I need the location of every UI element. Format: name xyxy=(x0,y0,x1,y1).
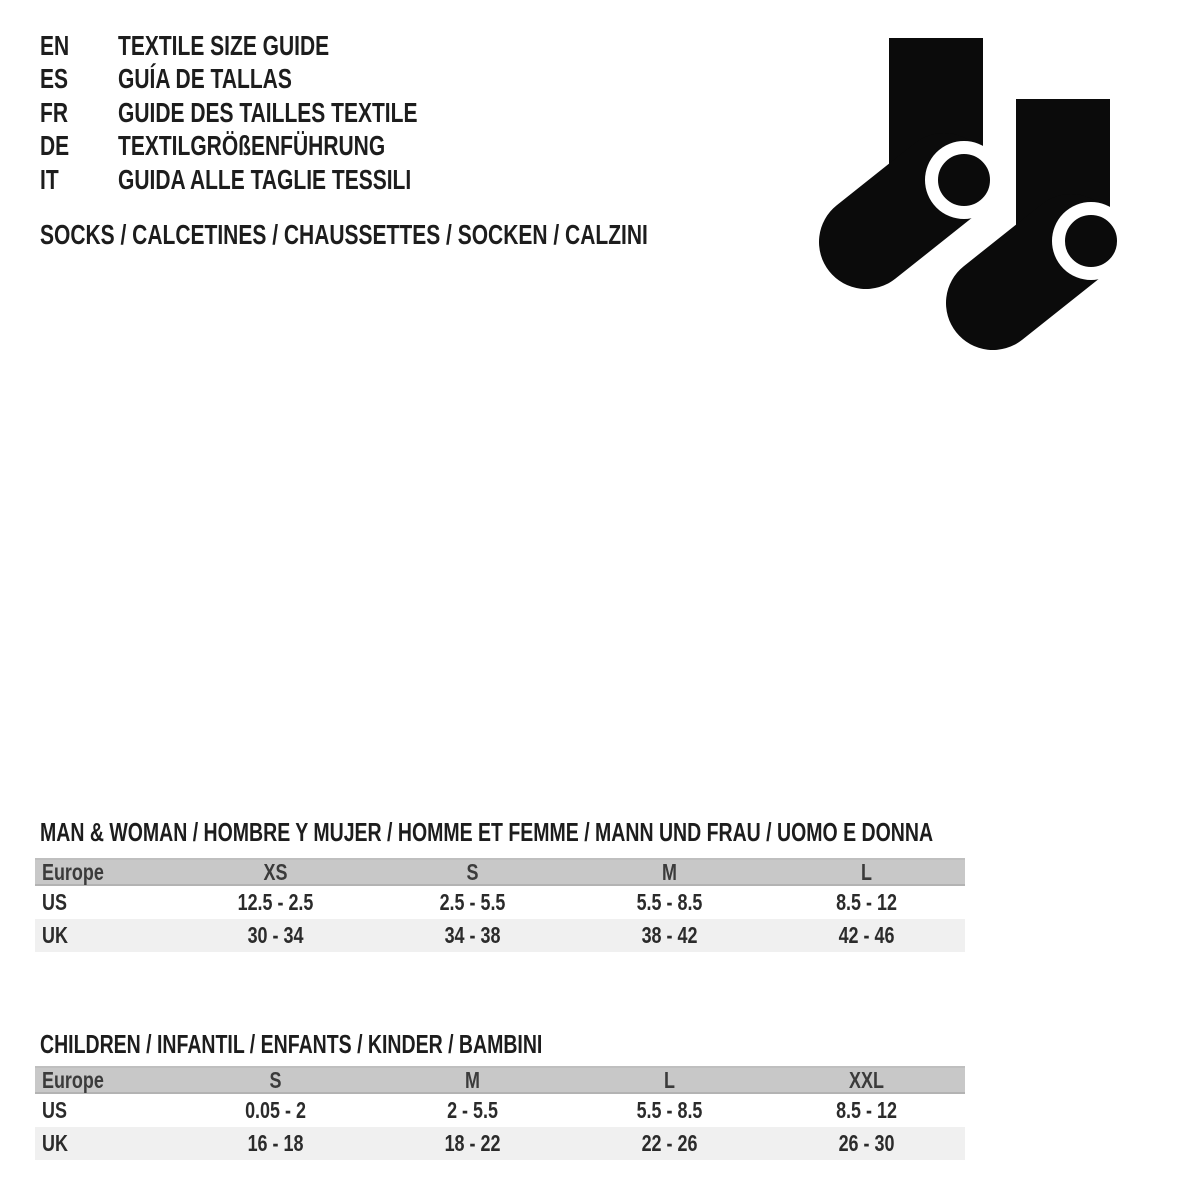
column-header-m: M xyxy=(465,1066,480,1093)
region-cell: US xyxy=(42,1097,67,1123)
size-value-cell: 18 - 22 xyxy=(444,1130,501,1156)
size-value-cell: 22 - 26 xyxy=(641,1130,698,1156)
language-row-en xyxy=(40,29,517,63)
language-row-de xyxy=(40,130,517,164)
region-cell: US xyxy=(42,889,67,915)
lang-label-de: TEXTILGRÖßENFÜHRUNG xyxy=(118,130,386,162)
lang-label-es: GUÍA DE TALLAS xyxy=(118,63,292,95)
size-value-cell: 42 - 46 xyxy=(838,922,895,948)
children-size-table xyxy=(35,1066,965,1160)
lang-code-it: IT xyxy=(40,163,59,195)
size-value-cell: 2.5 - 5.5 xyxy=(439,889,506,915)
column-header-l: L xyxy=(664,1066,675,1093)
size-value-cell: 38 - 42 xyxy=(641,922,698,948)
size-value-cell: 12.5 - 2.5 xyxy=(237,889,314,915)
column-header-m: M xyxy=(662,858,677,885)
children-table-title: CHILDREN / INFANTIL / ENFANTS / KINDER / BAMBINI xyxy=(40,1028,543,1059)
socks-icon xyxy=(800,20,1140,360)
language-legend xyxy=(40,29,517,197)
language-row-it xyxy=(40,163,517,197)
column-header-s: S xyxy=(269,1066,282,1093)
column-header-europe: Europe xyxy=(42,1066,104,1093)
column-header-s: S xyxy=(466,858,479,885)
table-header-row xyxy=(35,1066,965,1094)
table-row-uk xyxy=(35,1127,965,1160)
size-value-cell: 8.5 - 12 xyxy=(836,1097,897,1123)
man-woman-table-title: MAN & WOMAN / HOMBRE Y MUJER / HOMME ET FEMME / MANN UND FRAU / UOMO E DONNA xyxy=(40,816,934,847)
sock-left-icon xyxy=(866,38,997,242)
sock-right-icon xyxy=(993,99,1124,303)
size-value-cell: 34 - 38 xyxy=(444,922,501,948)
size-value-cell: 26 - 30 xyxy=(838,1130,895,1156)
lang-code-de: DE xyxy=(40,130,70,162)
lang-code-es: ES xyxy=(40,63,69,95)
lang-code-en: EN xyxy=(40,29,70,61)
man-woman-size-table xyxy=(35,858,965,952)
size-value-cell: 16 - 18 xyxy=(247,1130,304,1156)
column-header-europe: Europe xyxy=(42,858,104,885)
category-line-text: SOCKS / CALCETINES / CHAUSSETTES / SOCKEN / CALZINI xyxy=(40,218,648,250)
category-line xyxy=(40,218,851,251)
size-value-cell: 5.5 - 8.5 xyxy=(636,889,703,915)
column-header-l: L xyxy=(861,858,872,885)
lang-label-fr: GUIDE DES TAILLES TEXTILE xyxy=(118,96,418,128)
size-value-cell: 8.5 - 12 xyxy=(836,889,897,915)
size-value-cell: 2 - 5.5 xyxy=(447,1097,498,1123)
table-row-uk xyxy=(35,919,965,952)
table-header-row xyxy=(35,858,965,886)
language-row-fr xyxy=(40,96,517,130)
lang-label-it: GUIDA ALLE TAGLIE TESSILI xyxy=(118,163,412,195)
region-cell: UK xyxy=(42,1130,68,1156)
column-header-xs: XS xyxy=(263,858,288,885)
region-cell: UK xyxy=(42,922,68,948)
table-row-us xyxy=(35,1094,965,1127)
size-value-cell: 0.05 - 2 xyxy=(245,1097,306,1123)
lang-label-en: TEXTILE SIZE GUIDE xyxy=(118,29,330,61)
size-value-cell: 30 - 34 xyxy=(247,922,304,948)
column-header-xxl: XXL xyxy=(849,1066,884,1093)
table-row-us xyxy=(35,886,965,919)
lang-code-fr: FR xyxy=(40,96,68,128)
language-row-es xyxy=(40,63,517,97)
size-value-cell: 5.5 - 8.5 xyxy=(636,1097,703,1123)
